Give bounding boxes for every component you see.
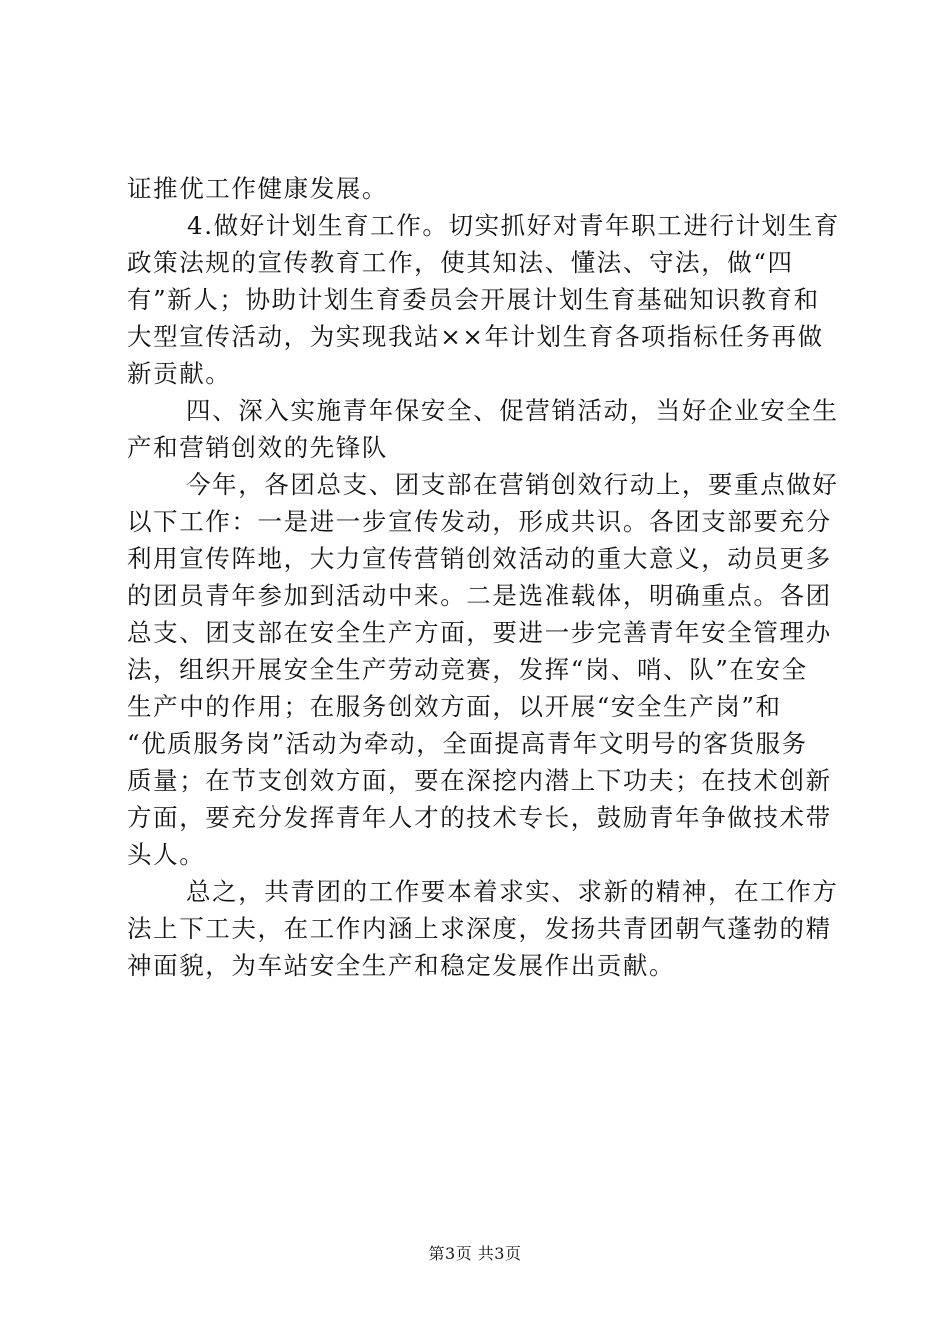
text-line: 质量；在节支创效方面，要在深挖内潜上下功夫；在技术创新: [127, 766, 832, 795]
text-line: “优质服务岗”活动为牵动，全面提高青年文明号的客货服务: [127, 729, 808, 758]
text-line: 总支、团支部在安全生产方面，要进一步完善青年安全管理办: [127, 618, 832, 647]
text-line: 方面，要充分发挥青年人才的技术专长，鼓励青年争做技术带: [127, 803, 832, 832]
page-number-footer: 第3页 共3页: [428, 1244, 522, 1263]
text-line: 新贡献。: [127, 359, 232, 388]
text-line: 的团员青年参加到活动中来。二是选准载体，明确重点。各团: [127, 581, 832, 610]
text-line: 政策法规的宣传教育工作，使其知法、懂法、守法，做“四: [127, 248, 794, 277]
text-line: 证推优工作健康发展。: [127, 174, 388, 203]
text-line: 以下工作：一是进一步宣传发动，形成共识。各团支部要充分: [127, 507, 832, 536]
text-line: 大型宣传活动，为实现我站××年计划生育各项指标任务再做: [127, 322, 824, 351]
text-line: 神面貌，为车站安全生产和稳定发展作出贡献。: [127, 951, 676, 980]
text-line: 总之，共青团的工作要本着求实、求新的精神，在工作方: [186, 877, 839, 906]
text-line: 法上下工夫，在工作内涵上求深度，发扬共青团朝气蓬勃的精: [127, 914, 832, 943]
text-line: 法，组织开展安全生产劳动竞赛，发挥“岗、哨、队”在安全: [127, 655, 808, 684]
text-line: 今年，各团总支、团支部在营销创效行动上，要重点做好: [186, 470, 839, 499]
text-line: 有”新人；协助计划生育委员会开展计划生育基础知识教育和: [127, 285, 820, 314]
text-line: 生产中的作用；在服务创效方面，以开展“安全生产岗”和: [127, 692, 782, 721]
text-line: 头人。: [127, 840, 206, 869]
text-line: 利用宣传阵地，大力宣传营销创效活动的重大意义，动员更多: [127, 544, 832, 573]
text-line: 4.做好计划生育工作。切实抓好对青年职工进行计划生育: [187, 211, 840, 240]
section-heading-line: 产和营销创效的先锋队: [127, 433, 388, 462]
section-heading-line: 四、深入实施青年保安全、促营销活动，当好企业安全生: [186, 396, 839, 425]
